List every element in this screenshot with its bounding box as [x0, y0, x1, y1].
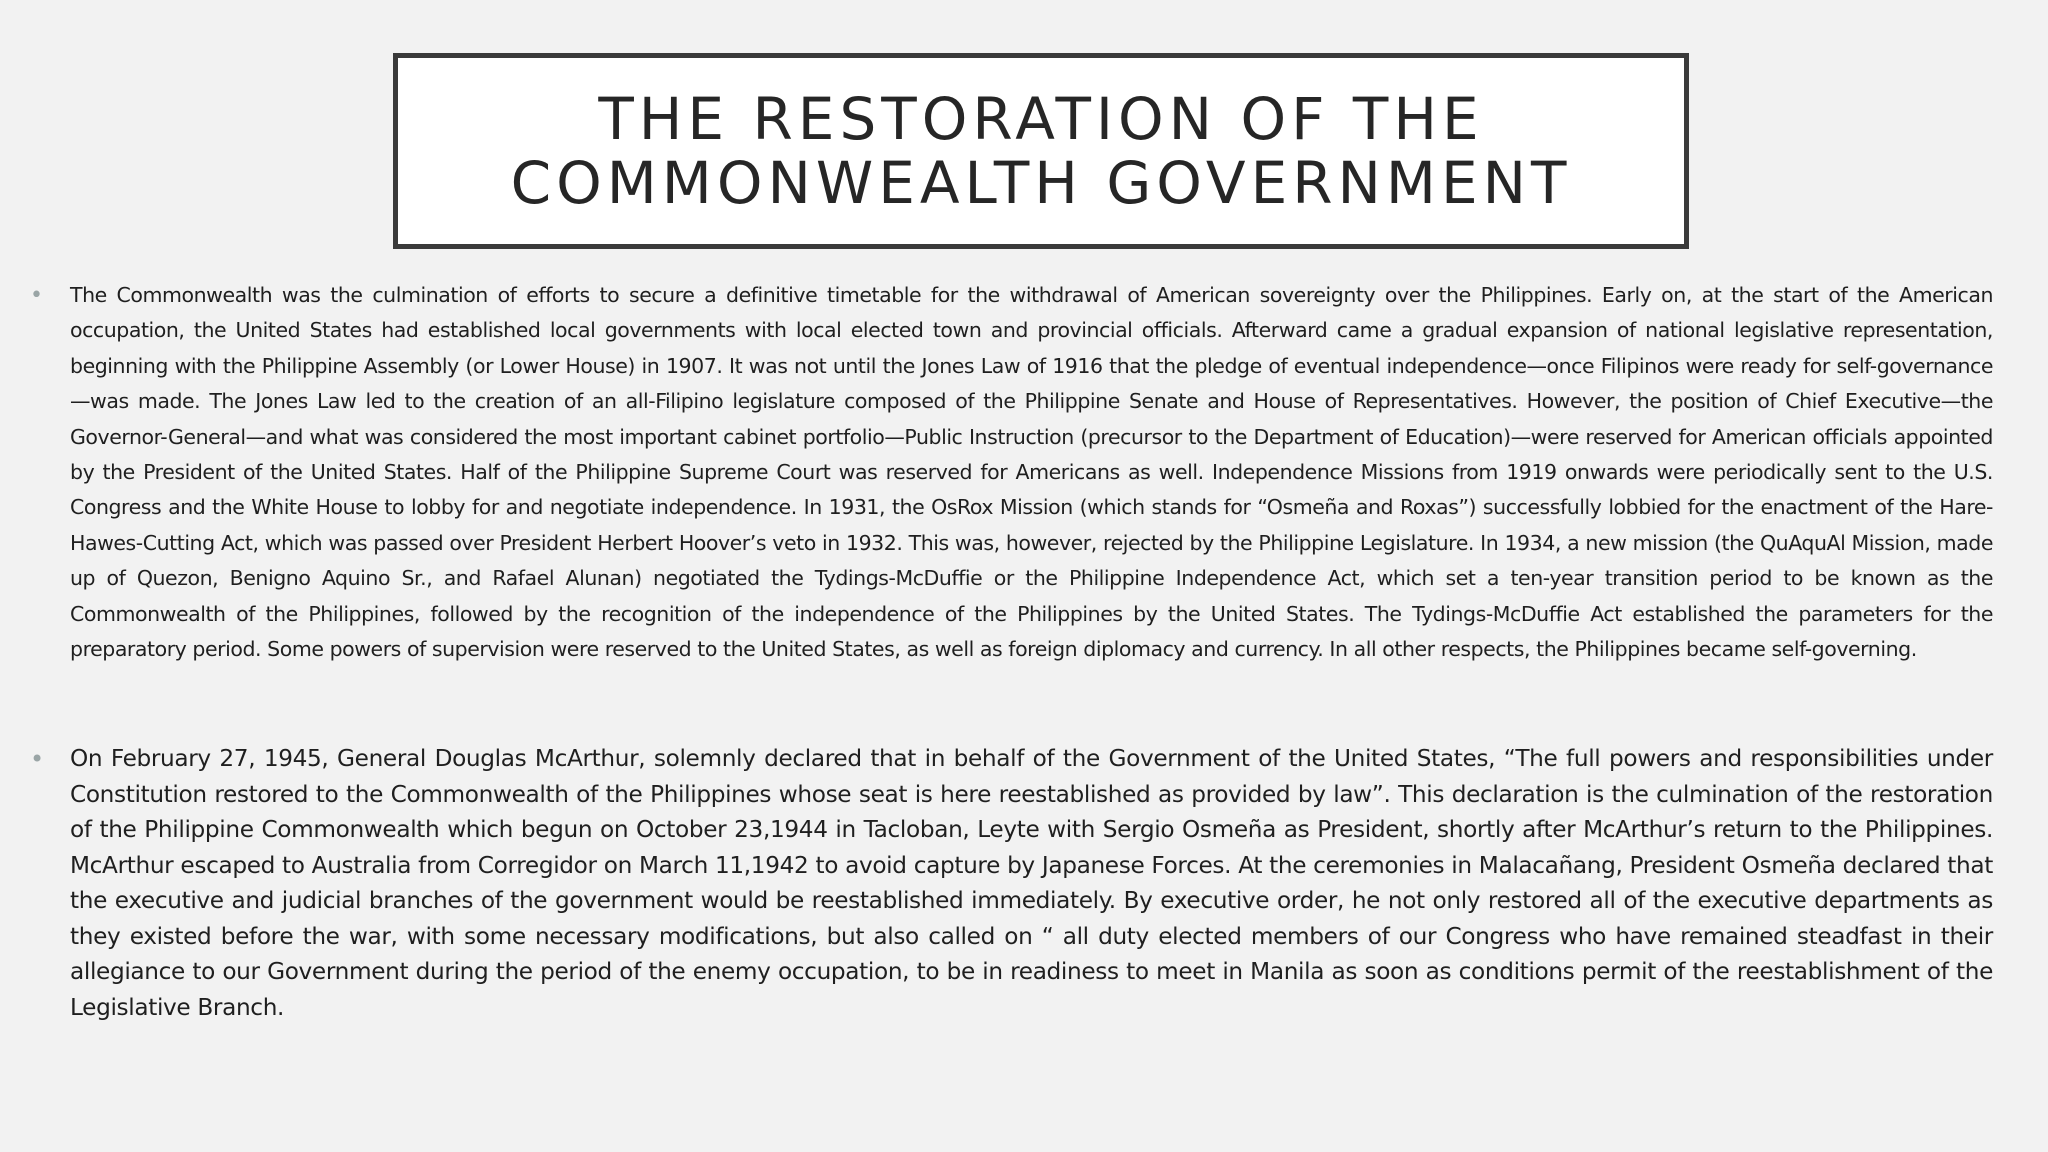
- slide-title-line-1: THE RESTORATION OF THE: [598, 85, 1484, 153]
- bullet-text: On February 27, 1945, General Douglas McArthur, solemnly declared that in behalf of the Government of the United States, “The full powers and responsibilities under Constitution restored to the Commonwealth of the Philippines whose seat is here reestablished as provided by law”. This declaration is the culmination of the restoration of the Philippine Commonwealth which begun on October 23,1944 in Tacloban, Leyte with Sergio Osmeña as President, shortly after McArthur’s return to the Philippines. McArthur escaped to Australia from Corregidor on March 11,1942 to avoid capture by Japanese Forces. At the ceremonies in Malacañang, President Osmeña declared that the executive and judicial branches of the government would be reestablished immediately. By executive order, he not only restored all of the executive departments as they existed before the war, with some necessary modifications, but also called on “ all duty elected members of our Congress who have remained steadfast in their allegiance to our Government during the period of the enemy occupation, to be in readiness to meet in Manila as soon as conditions permit of the reestablishment of the Legislative Branch.: [70, 745, 1993, 1021]
- bullet-dot-icon: •: [30, 283, 43, 308]
- bullet-dot-icon: •: [30, 745, 45, 773]
- title-box: [393, 53, 1689, 249]
- bullet-item-commonwealth-history: [30, 278, 1993, 667]
- bullet-text: The Commonwealth was the culmination of efforts to secure a definitive timetable for the withdrawal of American sovereignty over the Philippines. Early on, at the start of the American occupation, the United States had established local governments with local elected town and provincial officials. Afterward came a gradual expansion of national legislative representation, beginning with the Philippine Assembly (or Lower House) in 1907. It was not until the Jones Law of 1916 that the pledge of eventual independence—once Filipinos were ready for self-governance—was made. The Jones Law led to the creation of an all-Filipino legislature composed of the Philippine Senate and House of Representatives. However, the position of Chief Executive—the Governor-General—and what was considered the most important cabinet portfolio—Public Instruction (precursor to the Department of Education)—were reserved for American officials appointed by the President of the United States. Half of the Philippine Supreme Court was reserved for Americans as well. Independence Missions from 1919 onwards were periodically sent to the U.S. Congress and the White House to lobby for and negotiate independence. In 1931, the OsRox Mission (which stands for “Osmeña and Roxas”) successfully lobbied for the enactment of the Hare-Hawes-Cutting Act, which was passed over President Herbert Hoover’s veto in 1932. This was, however, rejected by the Philippine Legislature. In 1934, a new mission (the QuAquAl Mission, made up of Quezon, Benigno Aquino Sr., and Rafael Alunan) negotiated the Tydings-McDuffie or the Philippine Independence Act, which set a ten-year transition period to be known as the Commonwealth of the Philippines, followed by the recognition of the independence of the Philippines by the United States. The Tydings-McDuffie Act established the parameters for the preparatory period. Some powers of supervision were reserved to the United States, as well as foreign diplomacy and currency. In all other respects, the Philippines became self-governing.: [70, 283, 1993, 662]
- slide-title-line-2: COMMONWEALTH GOVERNMENT: [510, 149, 1572, 217]
- bullet-item-restoration-1945: [30, 741, 1993, 1025]
